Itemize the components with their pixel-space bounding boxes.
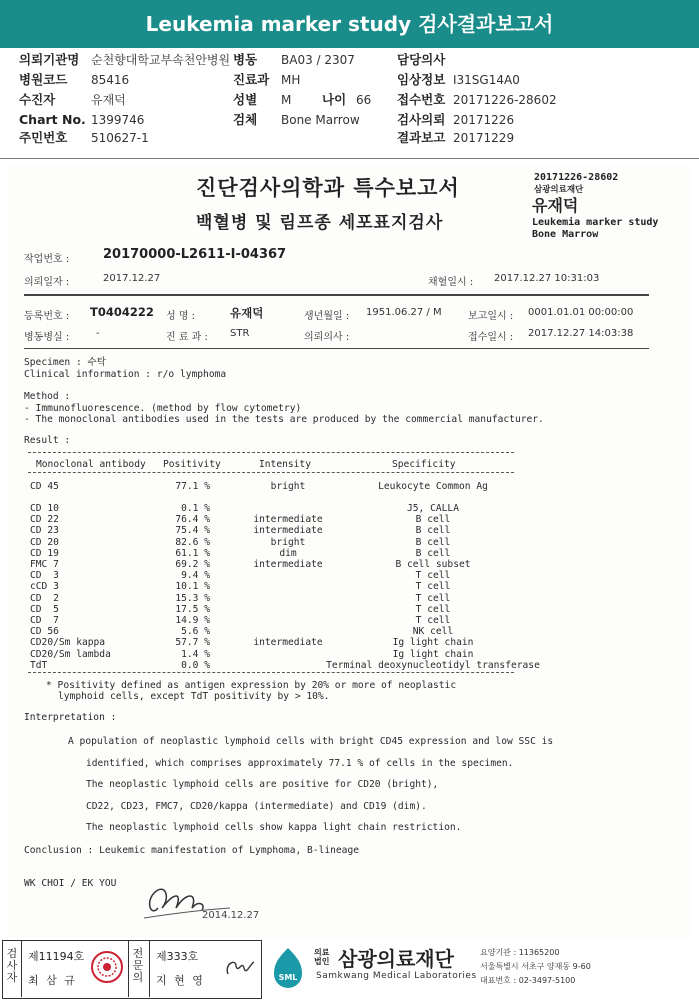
- marker-ab: CD 5: [30, 603, 59, 615]
- marker-pos: 77.1 %: [175, 481, 210, 492]
- rule-top: [24, 294, 649, 296]
- marker-spec: B cell: [415, 514, 451, 526]
- clinical-line: Clinical information : r/o lymphoma: [24, 369, 227, 380]
- marker-ab: CD 10: [30, 503, 59, 514]
- col-intensity: Intensity: [259, 459, 311, 470]
- marker-spec: T cell: [415, 581, 451, 593]
- doctor-label: 의뢰의사 :: [304, 332, 350, 343]
- footer-id-2: 제333호: [156, 950, 199, 963]
- marker-int: bright: [270, 481, 306, 492]
- marker-pos: 69.2 %: [175, 559, 210, 570]
- collect-label: 채혈일시 :: [428, 277, 474, 288]
- signature-date: 2014.12.27: [202, 910, 260, 921]
- header-label: 성별: [233, 92, 258, 107]
- marker-pos: 76.4 %: [175, 514, 210, 526]
- col-specificity: Specificity: [392, 459, 456, 470]
- header-value: BA03 / 2307: [281, 53, 355, 67]
- org-sub: Samkwang Medical Laboratories: [316, 971, 477, 981]
- marker-spec: NK cell: [412, 626, 454, 638]
- footer-name-2: 지 현 영: [156, 974, 205, 987]
- report-time: 0001.01.01 00:00:00: [528, 307, 634, 318]
- header-value: Bone Marrow: [281, 113, 360, 127]
- footer-name-1: 최 삼 규: [28, 974, 77, 987]
- marker-ab: CD 23: [30, 525, 59, 537]
- header-label: Chart No.: [19, 112, 86, 127]
- marker-pos: 15.3 %: [175, 592, 210, 604]
- marker-pos: 57.7 %: [175, 637, 210, 649]
- stamp-test: Leukemia marker study: [532, 217, 659, 228]
- header-divider: [0, 158, 699, 159]
- reg-no: T0404222: [90, 305, 154, 319]
- marker-int: dim: [279, 547, 297, 559]
- marker-ab: CD 19: [30, 547, 59, 559]
- marker-ab: cCD 3: [30, 581, 59, 593]
- footer-sep-2: [128, 941, 129, 997]
- dept: STR: [230, 328, 250, 339]
- name-label: 성 명 :: [166, 311, 196, 322]
- interpretation-line: identified, which comprises approximately 77.1 % of cells in the specimen.: [86, 757, 514, 769]
- marker-pos: 61.1 %: [175, 547, 210, 559]
- header-value: 유재덕: [91, 93, 126, 107]
- stamp-org: 삼광의료재단: [534, 185, 584, 195]
- report-title: 진단검사의학과 특수보고서: [196, 176, 460, 200]
- marker-ab: CD 7: [30, 615, 59, 626]
- header-value: I31SG14A0: [453, 73, 520, 87]
- report-banner-title: Leukemia marker study 검사결과보고서: [0, 0, 699, 48]
- seal-stamp-icon: [90, 950, 124, 984]
- header-label: 병동: [233, 52, 258, 67]
- header-label: 결과보고: [397, 130, 446, 145]
- reg-no-label: 등록번호 :: [24, 311, 70, 322]
- report-time-label: 보고일시 :: [468, 311, 514, 322]
- req-date: 2017.12.27: [103, 273, 161, 284]
- marker-pos: 0.0 %: [181, 659, 210, 671]
- marker-spec: B cell: [415, 536, 451, 548]
- header-label: 검사의뢰: [397, 112, 446, 127]
- marker-ab: CD20/Sm lambda: [30, 648, 111, 660]
- header-label: 의뢰기관명: [19, 52, 80, 67]
- footnote-line-1: * Positivity defined as antigen expression by 20% or more of neoplastic: [46, 680, 457, 691]
- result-title: Result :: [24, 435, 71, 446]
- marker-spec: T cell: [415, 570, 451, 582]
- marker-ab: CD 2: [30, 592, 59, 604]
- marker-pos: 9.4 %: [181, 570, 210, 582]
- marker-pos: 1.4 %: [181, 648, 210, 660]
- marker-int: intermediate: [253, 525, 323, 537]
- stamp-name: 유재덕: [532, 196, 579, 215]
- dob: 1951.06.27 / M: [366, 307, 442, 318]
- footer-id-1: 제11194호: [28, 950, 85, 963]
- marker-int: bright: [270, 536, 306, 548]
- org-info-1: 요양기관 : 11365200: [480, 948, 560, 957]
- marker-pos: 0.1 %: [181, 503, 210, 514]
- marker-ab: CD 56: [30, 626, 59, 638]
- marker-pos: 5.6 %: [181, 626, 210, 638]
- footnote-line-2: lymphoid cells, except TdT positivity by > 10%.: [58, 691, 330, 702]
- marker-pos: 82.6 %: [175, 536, 210, 548]
- header-value: 순천향대학교부속천안병원: [91, 53, 231, 67]
- header-value: 510627-1: [91, 131, 149, 145]
- sml-logo-icon: [268, 944, 308, 992]
- header-label: 진료과: [233, 72, 270, 87]
- header-value: 20171226: [453, 113, 515, 127]
- marker-spec: J5, CALLA: [407, 503, 459, 514]
- patient-name: 유재덕: [230, 306, 264, 320]
- marker-ab: TdT: [30, 659, 48, 671]
- receipt-time: 2017.12.27 14:03:38: [528, 328, 634, 339]
- header-label: 접수번호: [397, 92, 446, 107]
- stamp-specimen: Bone Marrow: [532, 229, 599, 240]
- interpretation-line: The neoplastic lymphoid cells show kappa light chain restriction.: [86, 822, 462, 833]
- dob-label: 생년월일 :: [304, 311, 350, 322]
- header-value: 20171226-28602: [453, 93, 557, 107]
- header-value: 1399746: [91, 113, 145, 127]
- dept-label: 진 료 과 :: [166, 332, 208, 343]
- marker-ab: CD 20: [30, 536, 59, 548]
- signer: WK CHOI / EK YOU: [24, 878, 117, 889]
- marker-pos: 75.4 %: [175, 525, 210, 537]
- header-value: 85416: [91, 73, 130, 87]
- signature-image: [140, 878, 315, 926]
- marker-ab: CD 45: [30, 481, 59, 492]
- marker-spec: Terminal deoxynucleotidyl transferase: [326, 659, 540, 671]
- marker-spec: T cell: [415, 592, 451, 604]
- header-value: 20171229: [453, 131, 515, 145]
- age-value: 66: [356, 93, 372, 107]
- report-subtitle: 백혈병 및 림프종 세포표지검사: [196, 213, 444, 233]
- table-bottom-rule: [28, 672, 514, 673]
- marker-int: intermediate: [253, 559, 323, 570]
- collect-date: 2017.12.27 10:31:03: [494, 273, 600, 284]
- method-title: Method :: [24, 391, 71, 402]
- marker-spec: T cell: [415, 603, 451, 615]
- col-antibody: Monoclonal antibody: [36, 459, 146, 470]
- interpretation-line: CD22, CD23, FMC7, CD20/kappa (intermediate) and CD19 (dim).: [86, 800, 427, 812]
- marker-int: intermediate: [253, 514, 323, 526]
- footer: [0, 940, 699, 1003]
- ward-label: 병동병실 :: [24, 332, 70, 343]
- method-line-1: - Immunofluorescence. (method by flow cytometry): [24, 403, 302, 414]
- marker-spec: Ig light chain: [392, 637, 474, 649]
- marker-ab: CD 3: [30, 570, 59, 582]
- header-value: M: [281, 93, 292, 107]
- req-date-label: 의뢰일자 :: [24, 277, 70, 288]
- conclusion: Conclusion : Leukemic manifestation of Lymphoma, B-lineage: [24, 845, 360, 856]
- interpretation-line: The neoplastic lymphoid cells are positive for CD20 (bright),: [86, 779, 439, 790]
- header-label: 담당의사: [397, 52, 446, 67]
- table-top-rule: [28, 452, 514, 453]
- marker-spec: B cell: [415, 547, 451, 559]
- org-name: 삼광의료재단: [338, 947, 454, 971]
- table-header-rule: [28, 472, 514, 473]
- receipt-label: 접수일시 :: [468, 332, 514, 343]
- org-prefix: 의료법인: [314, 948, 330, 966]
- footer-sep-1: [21, 941, 22, 997]
- col-positivity: Positivity: [163, 459, 221, 470]
- method-line-2: - The monoclonal antibodies used in the tests are produced by the commercial manufacturer.: [24, 414, 544, 425]
- marker-spec: Leukocyte Common Ag: [378, 481, 488, 492]
- marker-spec: Ig light chain: [392, 648, 474, 660]
- marker-pos: 14.9 %: [175, 615, 210, 626]
- header-label: 임상정보: [397, 72, 446, 87]
- specimen-line: Specimen : 수탁: [24, 357, 107, 368]
- footer-role-1: 검사자: [6, 947, 18, 984]
- org-info-3: 대표번호 : 02-3497-5100: [480, 976, 576, 985]
- header-value: MH: [281, 73, 301, 87]
- work-no: 20170000-L2611-I-04367: [103, 247, 287, 262]
- sml-logo-text: SML: [278, 973, 298, 982]
- footer-role-2: 전문의: [132, 947, 144, 984]
- marker-spec: B cell: [415, 525, 451, 537]
- marker-ab: FMC 7: [30, 559, 59, 570]
- org-info-2: 서울특별시 서초구 양재동 9-60: [480, 962, 591, 971]
- header-label: 수진자: [19, 92, 56, 107]
- marker-pos: 10.1 %: [175, 581, 210, 593]
- doctor-signature-image: [222, 954, 256, 982]
- header-label: 주민번호: [19, 130, 68, 145]
- ward: -: [96, 328, 100, 339]
- work-no-label: 작업번호 :: [24, 254, 70, 265]
- interpretation-title: Interpretation :: [24, 712, 117, 723]
- marker-spec: B cell subset: [395, 559, 471, 570]
- marker-int: intermediate: [253, 637, 323, 649]
- stamp-id: 20171226-28602: [534, 172, 619, 183]
- header-label: 검체: [233, 112, 258, 127]
- marker-ab: CD 22: [30, 514, 59, 526]
- header-label: 병원코드: [19, 72, 68, 87]
- interpretation-line: A population of neoplastic lymphoid cells with bright CD45 expression and low SSC is: [68, 736, 554, 747]
- age-label: 나이: [322, 92, 347, 107]
- footer-sep-3: [149, 941, 150, 997]
- rule-mid: [24, 348, 649, 349]
- marker-pos: 17.5 %: [175, 603, 210, 615]
- marker-spec: T cell: [415, 615, 451, 626]
- marker-ab: CD20/Sm kappa: [30, 637, 106, 649]
